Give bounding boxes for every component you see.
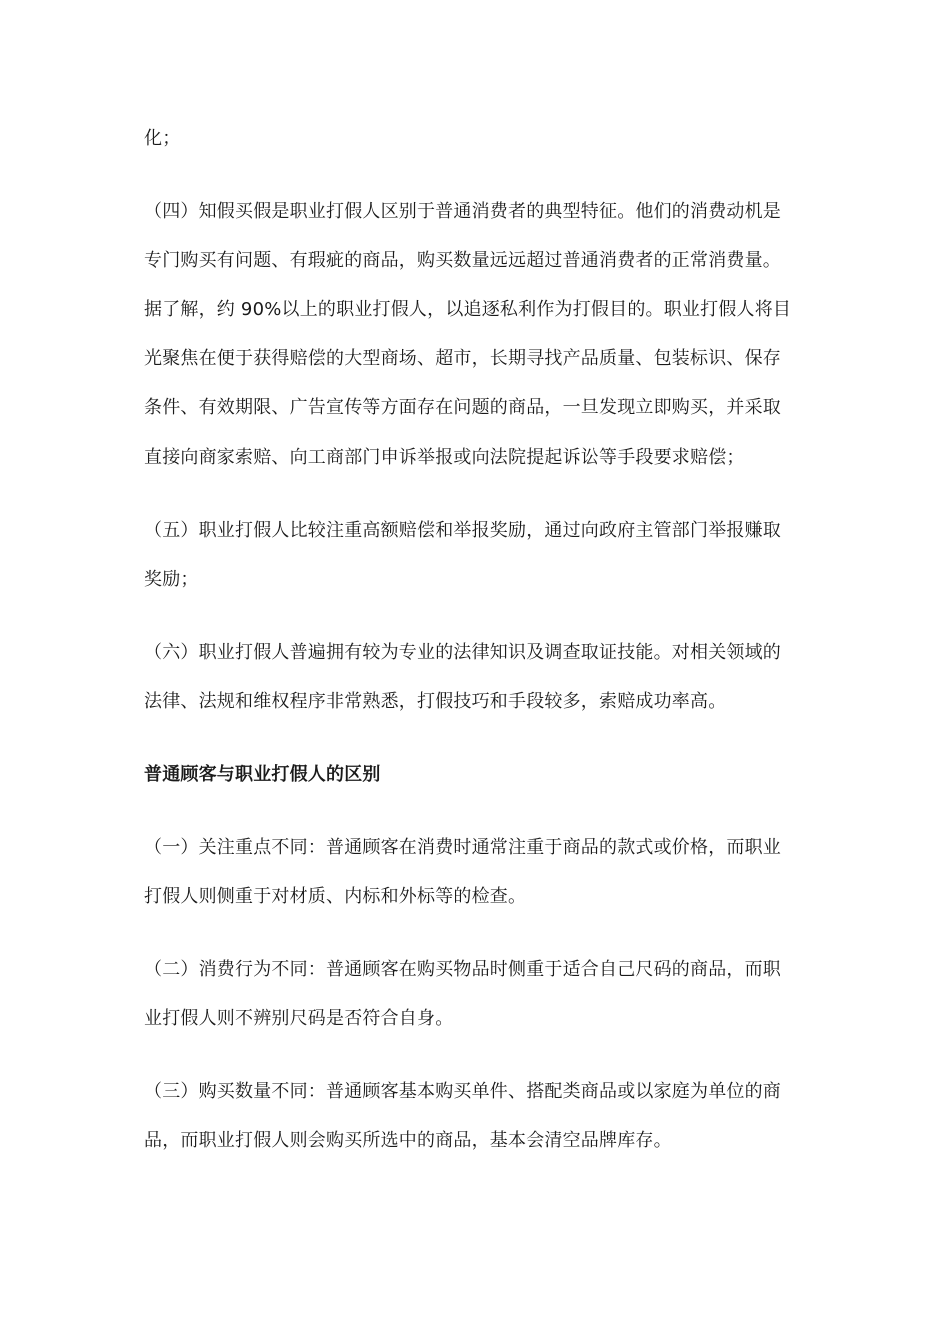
paragraph-line: （五）职业打假人比较注重高额赔偿和举报奖励，通过向政府主管部门举报赚取 <box>144 520 781 541</box>
paragraph-line: 法律、法规和维权程序非常熟悉，打假技巧和手段较多，索赔成功率高。 <box>144 691 727 712</box>
section-heading: 普通顾客与职业打假人的区别 <box>144 764 381 785</box>
paragraph-line: 直接向商家索赔、向工商部门申诉举报或向法院提起诉讼等手段要求赔偿； <box>144 447 745 468</box>
paragraph-line: 条件、有效期限、广告宣传等方面存在问题的商品，一旦发现立即购买，并采取 <box>144 397 781 418</box>
paragraph-line: 光聚焦在便于获得赔偿的大型商场、超市，长期寻找产品质量、包装标识、保存 <box>144 348 781 369</box>
paragraph-line: （六）职业打假人普遍拥有较为专业的法律知识及调查取证技能。对相关领域的 <box>144 642 781 663</box>
paragraph-line: 化； <box>144 128 181 149</box>
paragraph-line: （一）关注重点不同：普通顾客在消费时通常注重于商品的款式或价格，而职业 <box>144 837 781 858</box>
paragraph-line: 专门购买有问题、有瑕疵的商品，购买数量远远超过普通消费者的正常消费量。 <box>144 250 781 271</box>
paragraph-line: （三）购买数量不同：普通顾客基本购买单件、搭配类商品或以家庭为单位的商 <box>144 1081 781 1102</box>
paragraph-line: 打假人则侧重于对材质、内标和外标等的检查。 <box>144 886 527 907</box>
paragraph-line: 奖励； <box>144 569 199 590</box>
paragraph-line: 品，而职业打假人则会购买所选中的商品，基本会清空品牌库存。 <box>144 1130 672 1151</box>
paragraph-line: （四）知假买假是职业打假人区别于普通消费者的典型特征。他们的消费动机是 <box>144 201 781 222</box>
paragraph-line: 业打假人则不辨别尺码是否符合自身。 <box>144 1008 454 1029</box>
paragraph-line: （二）消费行为不同：普通顾客在购买物品时侧重于适合自己尺码的商品，而职 <box>144 959 781 980</box>
paragraph-line: 据了解，约 90%以上的职业打假人，以追逐私利作为打假目的。职业打假人将目 <box>144 299 792 320</box>
